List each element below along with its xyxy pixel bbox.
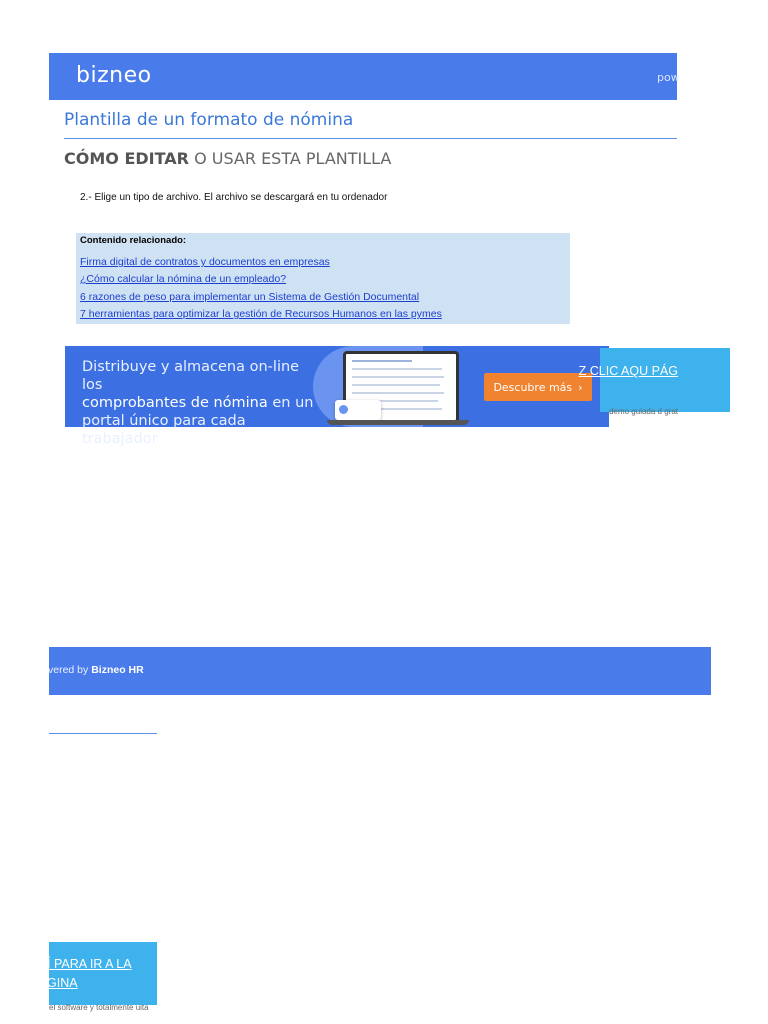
footer-bar [49, 647, 711, 695]
bizneo-logo[interactable] [76, 63, 152, 88]
cta-left-link[interactable]: Í PARA IR A LA GINA [47, 957, 132, 990]
title-divider [64, 138, 677, 139]
related-link-herramientas-rrhh[interactable]: 7 herramientas para optimizar la gestión de Recursos Humanos en las pymes [80, 308, 442, 320]
section-heading-rest: O USAR ESTA PLANTILLA [188, 149, 392, 168]
avatar-icon [339, 405, 348, 414]
banner-text [82, 358, 322, 448]
laptop-card-illustration [335, 400, 381, 420]
instruction-text: 2.- Elige un tipo de archivo. El archivo se descargará en tu ordenador [80, 192, 388, 203]
powered-by-prefix: vered by [48, 664, 92, 676]
cta-button-right[interactable] [578, 348, 730, 412]
related-link-calcular-nomina[interactable]: ¿Cómo calcular la nómina de un empleado? [80, 273, 287, 285]
related-content-box [76, 233, 570, 324]
laptop-base [327, 420, 469, 425]
cta-left-note: el software y totalmente uita [49, 1003, 149, 1012]
cta-right-link[interactable]: Z CLIC AQU PÁG [578, 364, 678, 378]
page-title: Plantilla de un formato de nómina [64, 110, 354, 130]
section-heading-bold: CÓMO EDITAR [64, 149, 189, 168]
banner-line-3: portal único para cada trabajador [82, 413, 246, 447]
banner-line-2-rest: en un [267, 395, 314, 411]
logo-text: bizneo [76, 63, 152, 88]
banner-line-2 [82, 394, 322, 412]
related-link-gestion-documental[interactable]: 6 razones de peso para implementar un Sistema de Gestión Documental [80, 291, 420, 303]
section-heading [64, 149, 391, 168]
header-bar [49, 53, 680, 100]
chevron-right-icon: › [578, 380, 583, 394]
banner-line-2-highlight: comprobantes de nómina [82, 395, 268, 411]
related-link-firma-digital[interactable]: Firma digital de contratos y documentos en empresas [80, 256, 330, 268]
cta-right-note: demo guiada d grat [609, 407, 678, 416]
powered-by-text [48, 664, 144, 676]
promo-banner[interactable] [65, 346, 609, 447]
powered-by-brand: Bizneo HR [91, 664, 144, 676]
banner-line-1: Distribuye y almacena on-line los [82, 359, 300, 393]
powered-by-text-cut: pow [657, 71, 680, 84]
discover-more-label: Descubre más [493, 380, 573, 394]
footer-divider [49, 733, 157, 734]
cta-button-left[interactable] [49, 942, 157, 1005]
related-content-title: Contenido relacionado: [80, 235, 187, 246]
